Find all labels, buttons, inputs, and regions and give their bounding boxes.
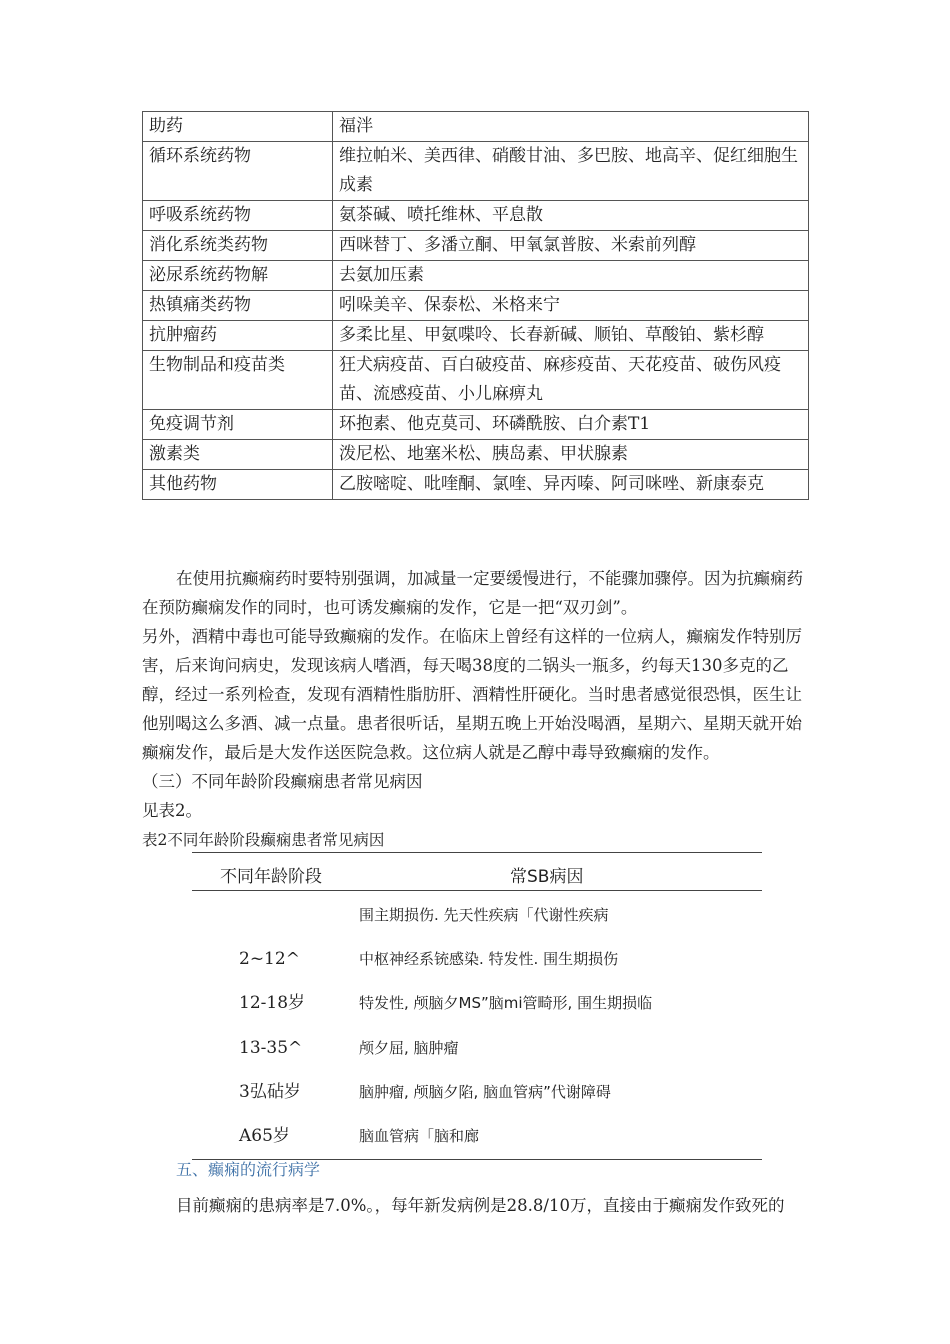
drug-table-row [143, 112, 809, 142]
age-cell: A65岁 [239, 1126, 290, 1146]
drug-category-cell: 抗肿瘤药 [143, 321, 333, 351]
drug-list-cell: 环抱素、他克莫司、环磷酰胺、白介素T1 [333, 410, 809, 440]
paragraph-prevalence: 目前癫痫的患病率是7.0%。，每年新发病例是28.8/10万，直接由于癫痫发作致死的 [176, 1196, 785, 1215]
causes-cell: 脑血管病「脑和廊 [359, 1127, 480, 1145]
section-title-epidemiology: 五、癫痫的流行病学 [176, 1160, 321, 1179]
table-header-rule [192, 890, 762, 891]
drug-list-cell: 多柔比星、甲氨喋呤、长春新碱、顺铂、草酸铂、紫杉醇 [333, 321, 809, 351]
drug-list-cell: 福泮 [333, 112, 809, 142]
table2-caption: 表2不同年龄阶段癫痫患者常见病因 [142, 831, 385, 849]
table-row [192, 944, 762, 974]
drug-category-cell: 消化系统类药物 [143, 231, 333, 261]
drug-table-body [143, 112, 809, 500]
paragraph-caution: 在使用抗癫痫药时要特别强调，加减量一定要缓慢进行，不能骤加骤停。因为抗癫痫药在预防癫痫发作的同时，也可诱发癫痫的发作，它是一把“双刃剑”。 [142, 569, 803, 617]
see-table-note: 见表2。 [142, 801, 202, 820]
age-cell: 13-35^ [239, 1038, 303, 1058]
age-cell: 2~12^ [239, 949, 300, 969]
drug-table-row [143, 470, 809, 500]
drug-category-cell: 激素类 [143, 440, 333, 470]
causes-cell: 脑肿瘤, 颅脑夕陷, 脑血管病”代谢障碍 [359, 1083, 611, 1101]
drug-table-row [143, 351, 809, 410]
drug-list-cell: 西咪替丁、多潘立酮、甲氧氯普胺、米索前列醇 [333, 231, 809, 261]
paragraph-alcohol: 另外，酒精中毒也可能导致癫痫的发作。在临床上曾经有这样的一位病人，癫痫发作特别厉害，后来询问病史，发现该病人嗜酒，每天喝38度的二锅头一瓶多，约每天130多克的乙醇，经过一系列检查，发现有酒精性脂肪肝、酒精性肝硬化。当时患者感觉很恐惧，医生让他别喝这么多酒、减一点量。患者很听话，星期五晚上开始没喝酒，星期六、星期天就开始癫痫发作，最后是大发作送医院急救。这位病人就是乙醇中毒导致癫痫的发作。 [142, 627, 802, 762]
drug-category-cell: 呼吸系统药物 [143, 201, 333, 231]
drug-table-row [143, 142, 809, 201]
age-cell: 3弘砧岁 [239, 1082, 301, 1102]
drug-table-row [143, 291, 809, 321]
table-top-rule [192, 852, 762, 853]
drug-category-cell: 泌尿系统药物解 [143, 261, 333, 291]
drug-category-cell: 助药 [143, 112, 333, 142]
drug-category-cell: 其他药物 [143, 470, 333, 500]
drug-list-cell: 泼尼松、地塞米松、胰岛素、甲状腺素 [333, 440, 809, 470]
age-cell: 12-18岁 [239, 993, 306, 1013]
drug-list-cell: 氨茶碱、喷托维林、平息散 [333, 201, 809, 231]
drug-list-cell: 去氨加压素 [333, 261, 809, 291]
table-row [192, 900, 762, 930]
drug-list-cell: 维拉帕米、美西律、硝酸甘油、多巴胺、地高辛、促红细胞生成素 [333, 142, 809, 201]
causes-cell: 中枢神经系铳感染. 特发性. 围生期损伤 [359, 950, 619, 968]
table-row [192, 988, 762, 1018]
header-age: 不同年龄阶段 [220, 867, 322, 887]
table-row [192, 1033, 762, 1063]
causes-cell: 特发性, 颅脑夕MS”脑mi管畸形, 围生期损临 [359, 994, 653, 1012]
drug-category-cell: 生物制品和疫苗类 [143, 351, 333, 410]
table-row [192, 1077, 762, 1107]
drug-table-row [143, 201, 809, 231]
drug-table-row [143, 410, 809, 440]
drug-table [142, 111, 809, 500]
drug-table-row [143, 321, 809, 351]
drug-list-cell: 乙胺嘧啶、吡喹酮、氯喹、异丙嗪、阿司咪唑、新康泰克 [333, 470, 809, 500]
drug-category-cell: 循环系统药物 [143, 142, 333, 201]
causes-cell: 颅夕屈, 脑肿瘤 [359, 1039, 459, 1057]
drug-category-cell: 免疫调节剂 [143, 410, 333, 440]
drug-table-row [143, 231, 809, 261]
section-title-age-causes: （三）不同年龄阶段癫痫患者常见病因 [142, 772, 423, 791]
drug-list-cell: 吲哚美辛、保泰松、米格来宁 [333, 291, 809, 321]
drug-table-row [143, 440, 809, 470]
drug-list-cell: 狂犬病疫苗、百白破疫苗、麻疹疫苗、天花疫苗、破伤风疫苗、流感疫苗、小儿麻痹丸 [333, 351, 809, 410]
header-causes: 常SB病因 [510, 867, 584, 887]
drug-table-row [143, 261, 809, 291]
table-row [192, 1121, 762, 1151]
drug-category-cell: 热镇痛类药物 [143, 291, 333, 321]
causes-cell: 围主期损伤. 先天性疾病「代谢性疾病 [359, 906, 609, 924]
